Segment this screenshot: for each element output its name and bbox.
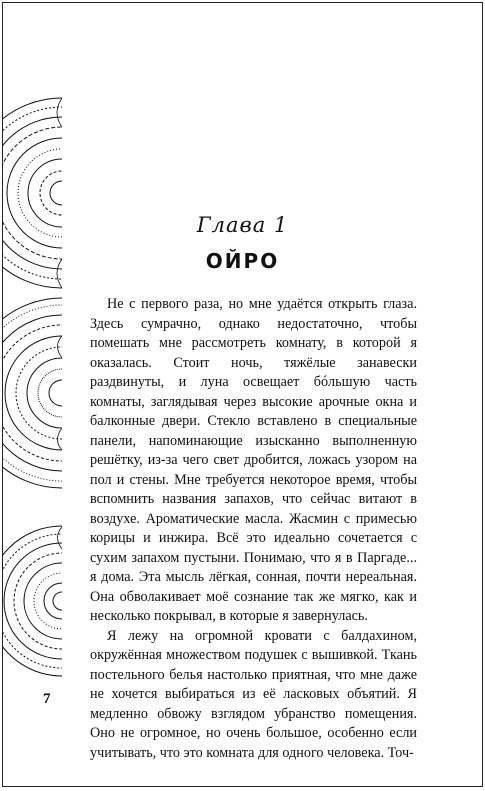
paragraph: Я лежу на огромной кровати с балдахином, окружённая множеством подушек с вышивкой. Ткань постельного белья настолько приятная, что мне даже не хочется выбираться из её ласковых объятий. Я медленно обвожу взглядом убранство помещения. Оно не огромное, но очень большое, особенно если учитывать, что это комната для одного человека. Точ- xyxy=(90,627,417,761)
book-page xyxy=(2,2,483,787)
page-number: 7 xyxy=(43,691,51,707)
chapter-title: ОЙРО xyxy=(205,249,280,273)
mandala-ornament xyxy=(2,293,62,493)
mandala-ornament xyxy=(2,523,62,678)
body-text xyxy=(90,295,417,763)
paragraph: Не с первого раза, но мне удаётся открыть глаза. Здесь сумрачно, однако недостаточно, чтобы помешать мне рассмотреть комнату, в которой я оказалась. Стоит ночь, тяжёлые занавески раздвинуты, и луна освещает бóльшую часть комнаты, заглядывая через высокие арочные окна и балконные двери. Стекло вставлено в специальные панели, напоминающие изысканно выполненную решётку, из-за чего свет дробится, ложась узором на пол и стены. Мне требуется некоторое время, чтобы вспомнить названия запахов, что сейчас витают в воздухе. Ароматические масла. Жасмин с примесью корицы и инжира. Всё это идеально сочетается с сухим запахом пустыни. Понимаю, что я в Паргаде... я дома. Эта мысль лёгкая, сонная, почти нереальная. Она обволакивает моё сознание так же мягко, как и несколько покрывал, в которые я завернулась. xyxy=(90,296,417,624)
chapter-label: Глава 1 xyxy=(196,213,289,237)
